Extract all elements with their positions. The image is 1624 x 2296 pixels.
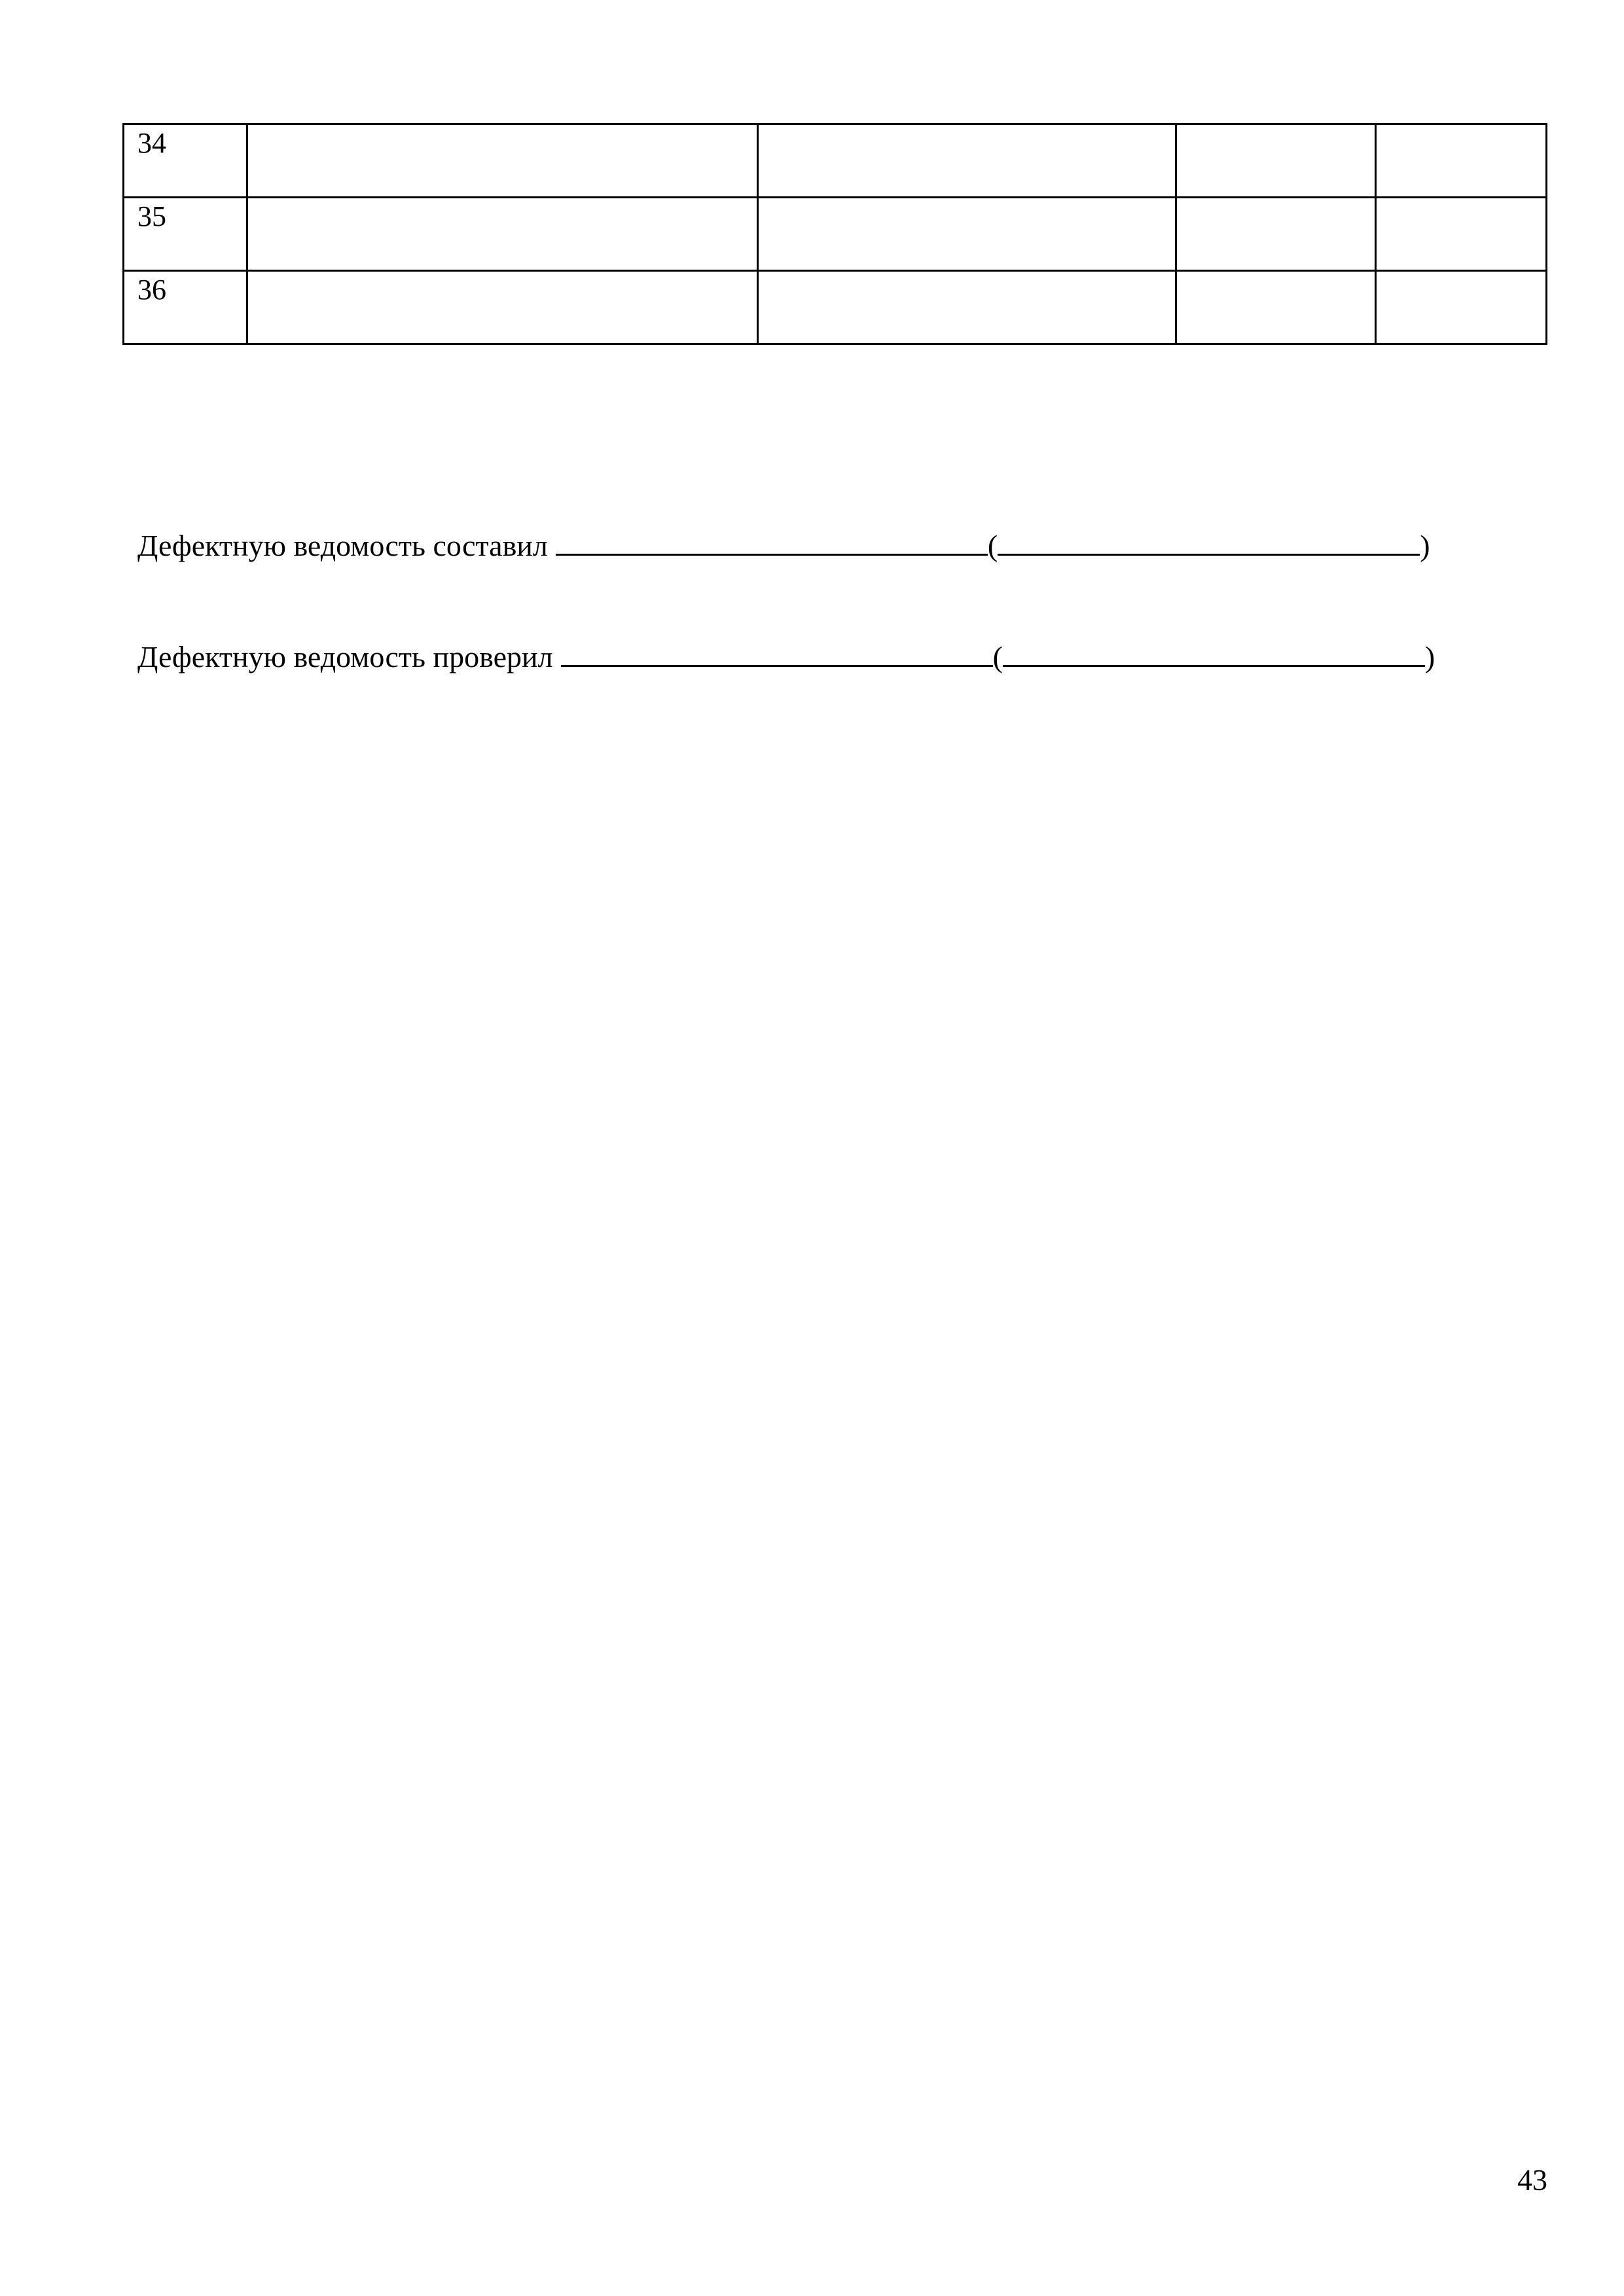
table-cell bbox=[247, 124, 758, 198]
table-row bbox=[124, 198, 1547, 271]
signature-blank[interactable] bbox=[561, 639, 993, 667]
page-number: 43 bbox=[1517, 2163, 1547, 2197]
name-blank[interactable] bbox=[998, 528, 1420, 556]
row-number: 35 bbox=[124, 198, 247, 271]
table-cell bbox=[758, 198, 1176, 271]
signature-label: Дефектную ведомость проверил bbox=[137, 640, 553, 673]
table-row bbox=[124, 271, 1547, 344]
open-paren: ( bbox=[987, 529, 998, 562]
signature-line-compiled bbox=[137, 528, 1430, 561]
close-paren: ) bbox=[1420, 529, 1430, 562]
table-cell bbox=[758, 124, 1176, 198]
close-paren: ) bbox=[1424, 640, 1435, 673]
table-cell bbox=[247, 198, 758, 271]
table-cell bbox=[1376, 198, 1547, 271]
table-cell bbox=[1176, 124, 1376, 198]
table-row bbox=[124, 124, 1547, 198]
table-cell bbox=[1176, 271, 1376, 344]
signature-blank[interactable] bbox=[556, 528, 988, 556]
name-blank[interactable] bbox=[1003, 639, 1425, 667]
signature-label: Дефектную ведомость составил bbox=[137, 529, 548, 562]
table-cell bbox=[1376, 124, 1547, 198]
row-number: 36 bbox=[124, 271, 247, 344]
table-cell bbox=[758, 271, 1176, 344]
table-cell bbox=[1176, 198, 1376, 271]
defect-table bbox=[122, 123, 1547, 345]
table-cell bbox=[247, 271, 758, 344]
open-paren: ( bbox=[992, 640, 1003, 673]
table-cell bbox=[1376, 271, 1547, 344]
signature-line-checked bbox=[137, 639, 1435, 672]
row-number: 34 bbox=[124, 124, 247, 198]
